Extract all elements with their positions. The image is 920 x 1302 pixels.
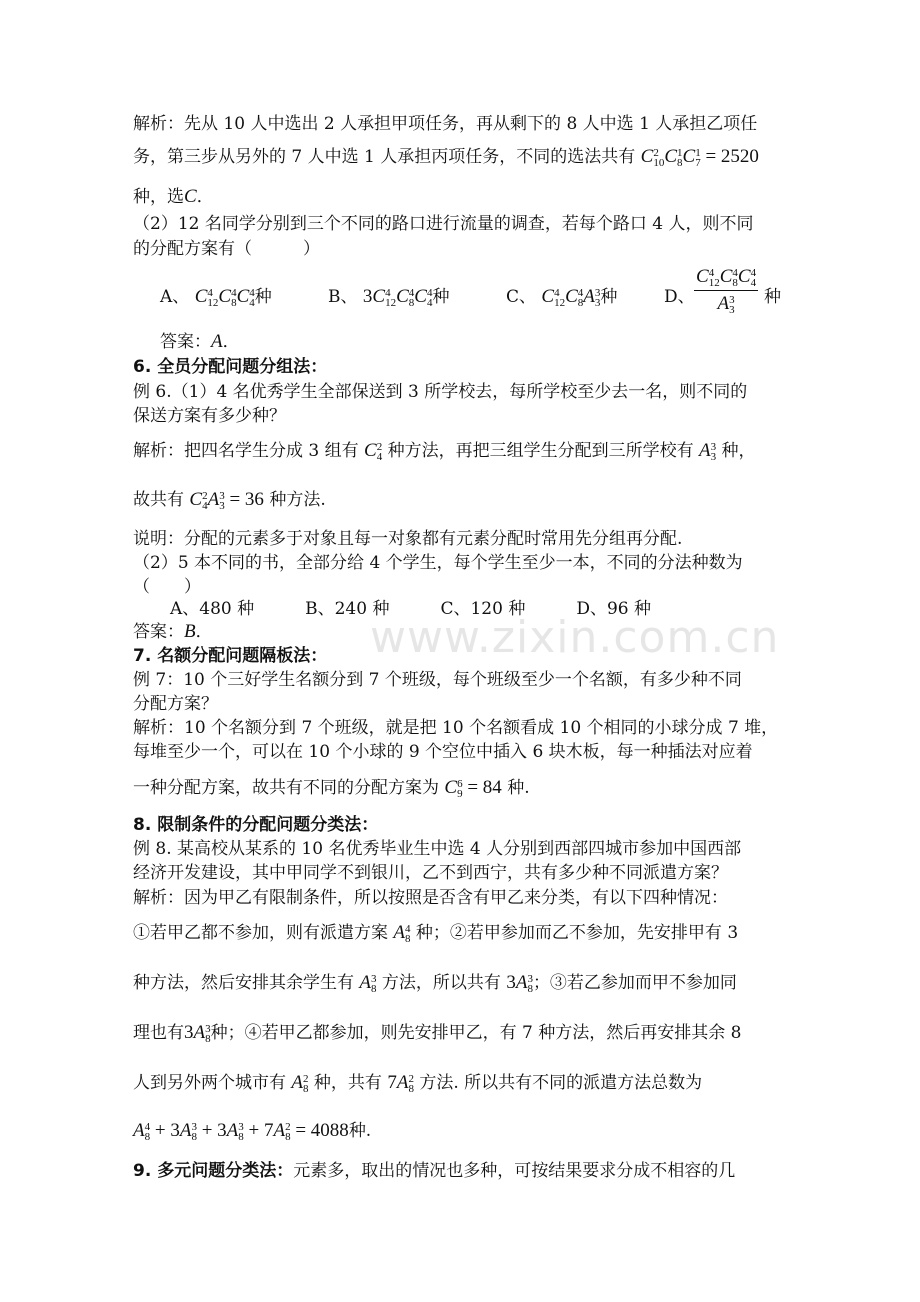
section-7-heading: 7. 名额分配问题隔板法： [133,646,328,666]
example-8-solution-5: 人到另外两个城市有 A 2 8 种，共有 7A 2 8 方法. 所以共有不同的派遣方法总数为 [133,1072,703,1095]
example-6-line-1: 例 6.（1）4 名优秀学生全部保送到 3 所学校去，每所学校至少去一名，则不同的 [133,382,748,402]
formula-c10-c8-c7: C 2 10 C 1 8 C 1 7 = 2520 [640,146,759,169]
option-b: B、 3C 4 12 C 4 8 C 4 4 种 [328,286,450,309]
example-8-solution-2: ①若甲乙都不参加，则有派遣方案 A 4 8 种；②若甲参加而乙不参加，先安排甲有 3 [133,922,739,945]
section-8-heading: 8. 限制条件的分配问题分类法： [133,815,379,835]
example-7-solution-3: 一种分配方案，故共有不同的分配方案为 C 6 9 = 84 种. [133,777,530,800]
example-8-line-1: 例 8. 某高校从某系的 10 名优秀毕业生中选 4 人分别到西部四城市参加中国西部 [133,839,742,859]
option-d-fraction: C 4 12 C 4 8 C 4 4 A 3 3 [696,266,757,316]
example-6-solution-2: 故共有 C 2 4 A 3 3 = 36 种方法. [133,489,326,512]
example-6-solution-1: 解析：把四名学生分成 3 组有 C 2 4 种方法，再把三组学生分配到三所学校有 A 3 3 种， [133,440,756,463]
answer-q2: 答案：A． [160,331,240,352]
note-line: 说明：分配的元素多于对象且每一对象都有元素分配时常用先分组再分配. [133,529,683,549]
solution-line-1: 解析：先从 10 人中选出 2 人承担甲项任务，再从剩下的 8 人中选 1 人承担乙项任 [133,114,758,134]
example-7-line-1: 例 7：10 个三好学生名额分到 7 个班级，每个班级至少一个名额，有多少种不同 [133,670,742,690]
solution-line-2: 务，第三步从另外的 7 人中选 1 人承担丙项任务，不同的选法共有 C 2 10 C 1 8 C 1 7 = 2520 [133,146,759,169]
watermark: www.zixin.com.cn [370,612,780,663]
example-8-total: A 4 8 + 3A 3 8 + 3A 3 8 + 7A 2 8 = 4088种. [133,1120,372,1143]
option-d: D、 [664,287,695,307]
section-9-line: 9. 多元问题分类法：元素多，取出的情况也多种，可按结果要求分成不相容的几 [133,1161,736,1181]
example-8-solution-3: 种方法，然后安排其余学生有 A 3 8 方法，所以共有 3A 3 8 ；③若乙参加而甲不参加同 [133,972,737,995]
example-6-2-line-1: （2）5 本不同的书，全部分给 4 个学生，每个学生至少一本，不同的分法种数为 [133,553,743,573]
example-6-2-line-2: （ ） [133,577,201,597]
example-7-line-2: 分配方案？ [133,694,218,714]
example-8-solution-1: 解析：因为甲乙有限制条件，所以按照是否含有甲乙来分类，有以下四种情况： [133,888,728,908]
option-d-suffix: 种 [764,287,781,307]
question-2-line-1: （2）12 名同学分别到三个不同的路口进行流量的调查，若每个路口 4 人，则不同 [133,214,754,234]
example-6-line-2: 保送方案有多少种？ [133,406,286,426]
example-7-solution-1: 解析：10 个名额分到 7 个班级，就是把 10 个名额看成 10 个相同的小球分成 7 堆， [133,718,779,738]
answer-6-2: 答案：B． [133,621,213,642]
example-7-solution-2: 每堆至少一个，可以在 10 个小球的 9 个空位中插入 6 块木板，每一种插法对应着 [133,742,753,762]
question-2-line-2: 的分配方案有（ ） [133,239,320,259]
option-c: C、 C 4 12 C 4 8 A 3 3 种 [506,286,618,309]
option-a: A、 C 4 12 C 4 8 C 4 4 种 [160,286,272,309]
example-6-2-options: A、480 种 B、240 种 C、120 种 D、96 种 [170,599,651,619]
example-8-line-2: 经济开发建设，其中甲同学不到银川，乙不到西宁，共有多少种不同派遣方案？ [133,863,728,883]
section-6-heading: 6. 全员分配问题分组法： [133,357,328,377]
section-9-heading: 9. 多元问题分类法： [133,1161,294,1181]
solution-line-3: 种，选C． [133,186,214,207]
example-8-solution-4: 理也有3A 3 8 种；④若甲乙都参加，则先安排甲乙，有 7 种方法，然后再安排其余 8 [133,1022,742,1045]
